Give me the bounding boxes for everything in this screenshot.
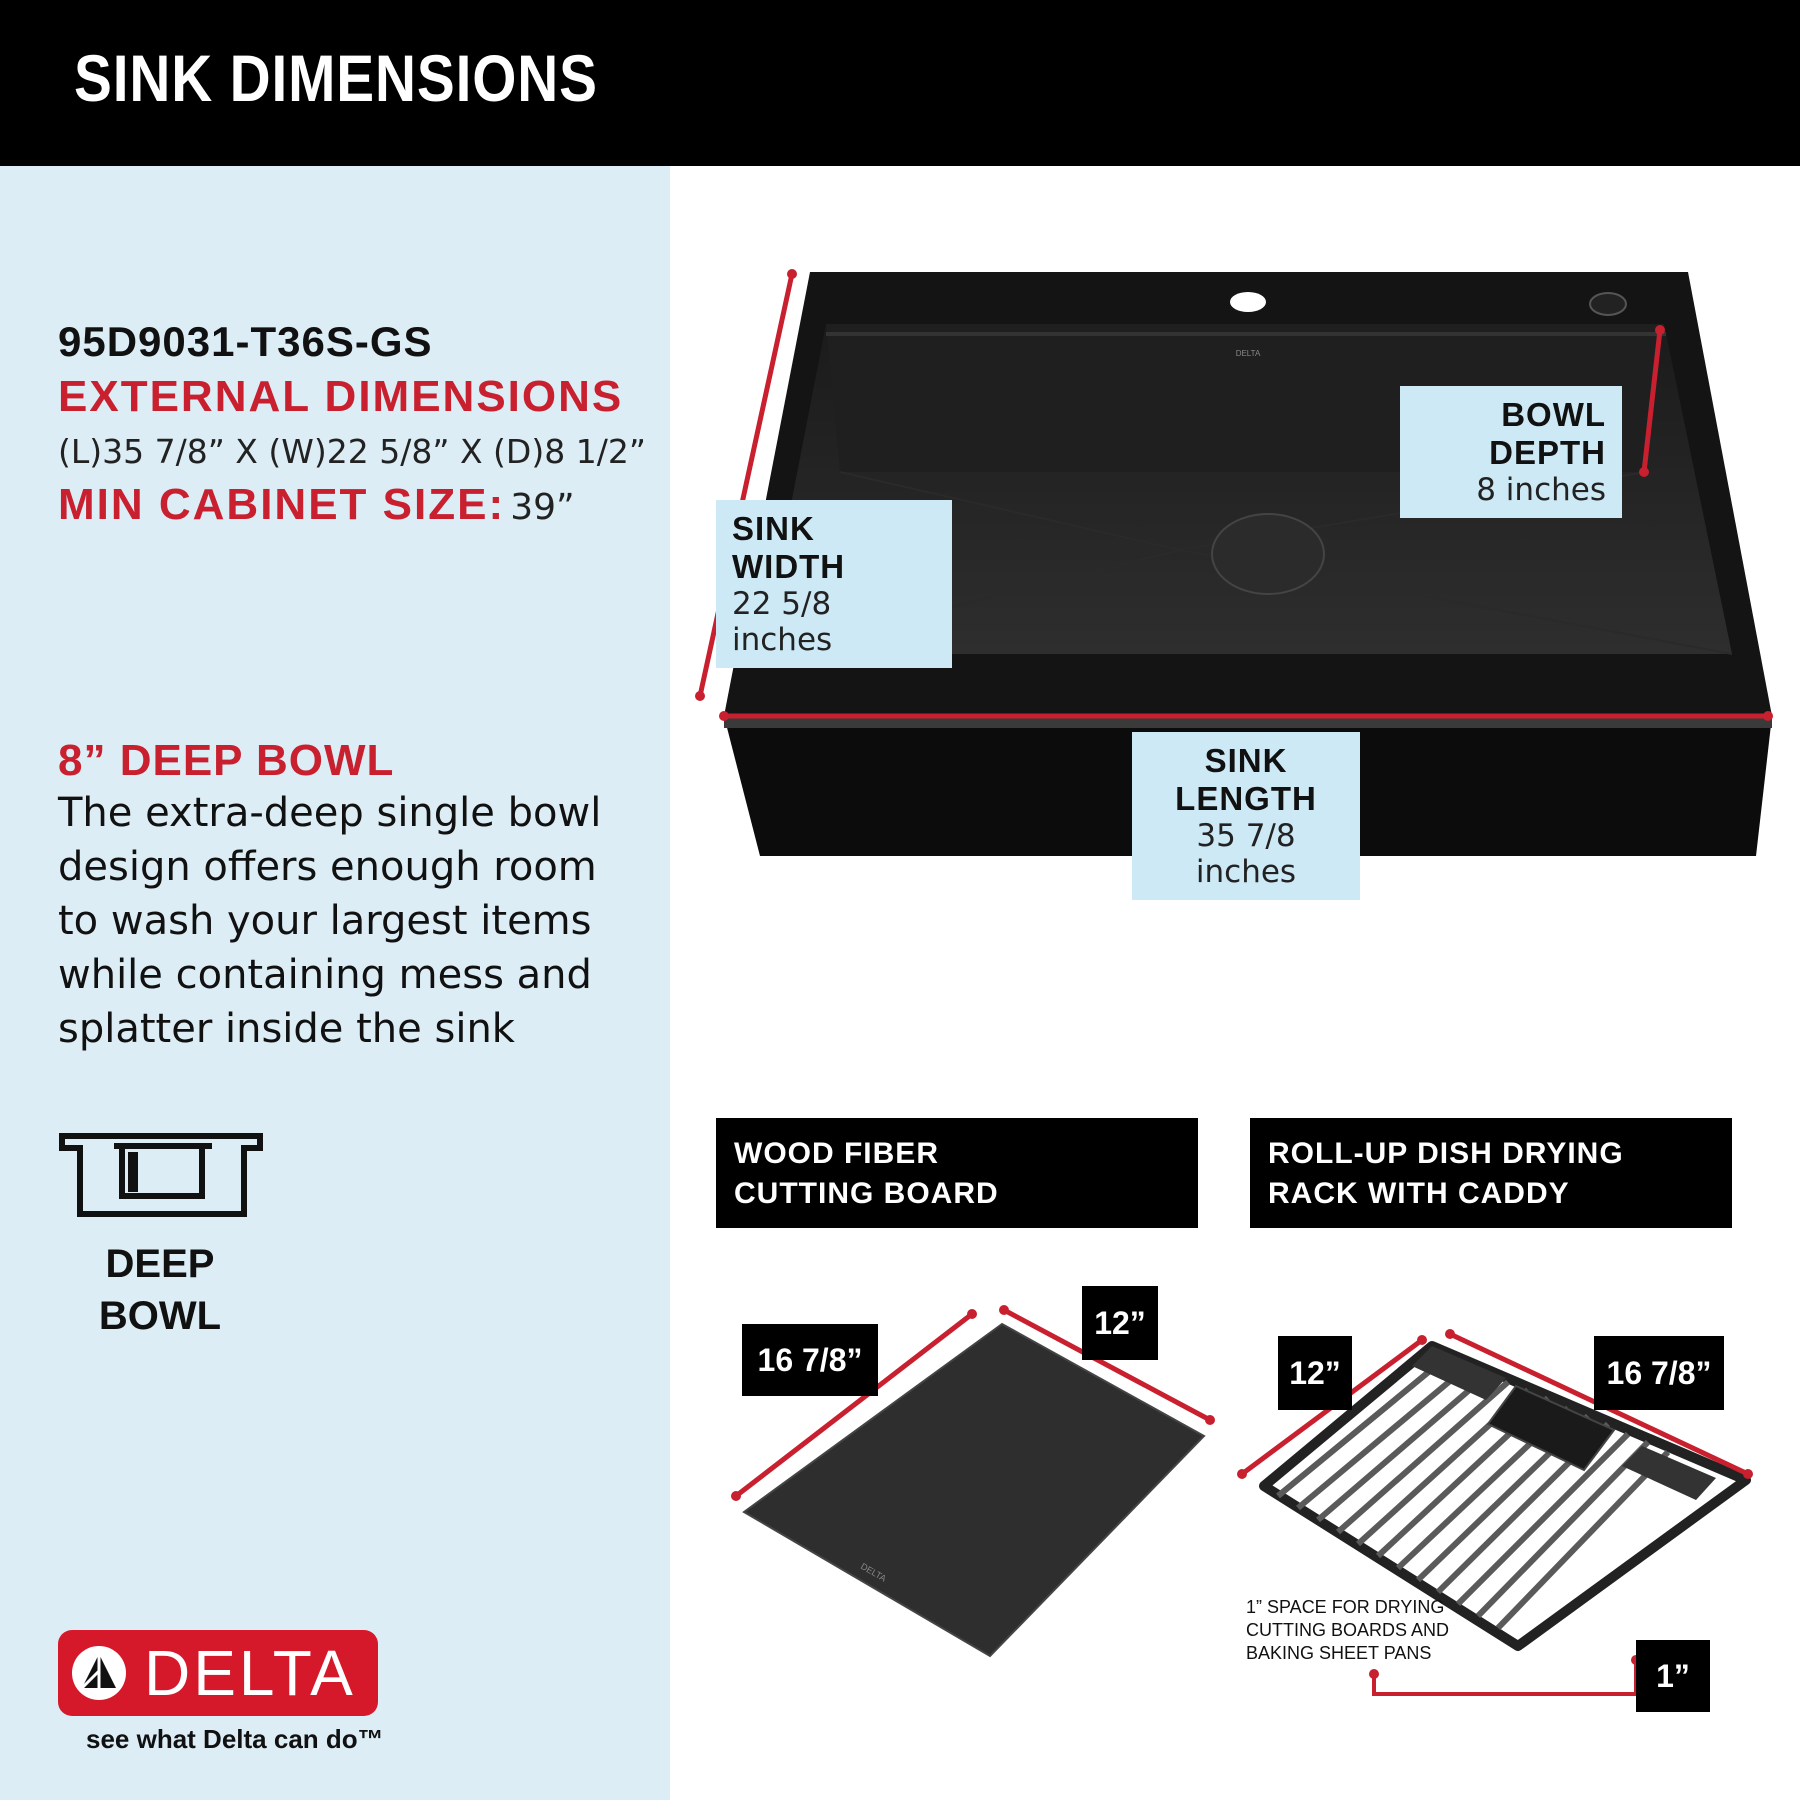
rack-space-note	[1246, 1596, 1486, 1665]
deep-label: DEEP	[105, 1242, 215, 1286]
deep-bowl-icon-label	[90, 1238, 230, 1342]
rack-dimension-length: 16 7/8”	[1594, 1336, 1724, 1410]
rack-dimension-space: 1”	[1636, 1640, 1710, 1712]
sink-width-title: SINK WIDTH	[732, 510, 846, 585]
board-dimension-length: 16 7/8”	[742, 1324, 878, 1396]
bowl-depth-callout	[1400, 386, 1622, 518]
sink-length-value: 35 7/8 inches	[1195, 818, 1297, 890]
min-cabinet-value: 39”	[510, 487, 575, 528]
faucet-hole-icon	[1230, 292, 1266, 312]
delta-logo	[58, 1630, 378, 1716]
rack-note-line3: BAKING SHEET PANS	[1246, 1643, 1432, 1663]
board-brand-stamp: DELTA	[859, 1561, 888, 1584]
header-bar	[0, 0, 1800, 166]
sink-length-callout	[1132, 732, 1360, 900]
bowl-label: BOWL	[98, 1294, 222, 1338]
page-title: SINK DIMENSIONS	[74, 41, 598, 115]
deep-bowl-icon	[58, 1130, 264, 1224]
external-dimensions-value: (L)35 7/8” X (W)22 5/8” X (D)8 1/2”	[58, 432, 646, 471]
bowl-depth-title: BOWL DEPTH	[1489, 396, 1606, 471]
feature-title: 8” DEEP BOWL	[58, 736, 395, 785]
sink-length-title: SINK LENGTH	[1175, 742, 1317, 817]
sink-width-callout	[716, 500, 952, 668]
brand-tagline: see what Delta can do™	[86, 1724, 384, 1754]
min-cabinet-line	[58, 480, 575, 530]
min-cabinet-label: MIN CABINET SIZE:	[58, 480, 506, 529]
drain-icon	[1212, 514, 1324, 594]
delta-logo-text: DELTA	[144, 1637, 356, 1709]
delta-logo-mark-icon	[70, 1644, 128, 1702]
rack-dimension-width: 12”	[1278, 1336, 1352, 1410]
sink-width-value: 22 5/8 inches	[732, 586, 833, 658]
drying-rack-title-line2: RACK WITH CADDY	[1268, 1177, 1570, 1210]
feature-description: The extra-deep single bowl design offers enough room to wash your largest items while containing mess and splatter inside the sink	[58, 790, 602, 1052]
external-dimensions-label: EXTERNAL DIMENSIONS	[58, 372, 624, 421]
cutting-board-title-line2: CUTTING BOARD	[734, 1177, 999, 1210]
accessory-hole-icon	[1590, 293, 1626, 315]
rack-note-line1: 1” SPACE FOR DRYING	[1246, 1597, 1445, 1617]
cutting-board-title-line1: WOOD FIBER	[734, 1137, 939, 1170]
bowl-depth-value: 8 inches	[1476, 472, 1606, 508]
drying-rack-title	[1250, 1118, 1732, 1228]
sink-brand-stamp: DELTA	[1235, 349, 1261, 358]
cutting-board-title	[716, 1118, 1198, 1228]
rack-note-line2: CUTTING BOARDS AND	[1246, 1620, 1450, 1640]
board-dimension-width: 12”	[1082, 1286, 1158, 1360]
model-number: 95D9031-T36S-GS	[58, 318, 433, 365]
drying-rack-title-line1: ROLL-UP DISH DRYING	[1268, 1137, 1624, 1170]
